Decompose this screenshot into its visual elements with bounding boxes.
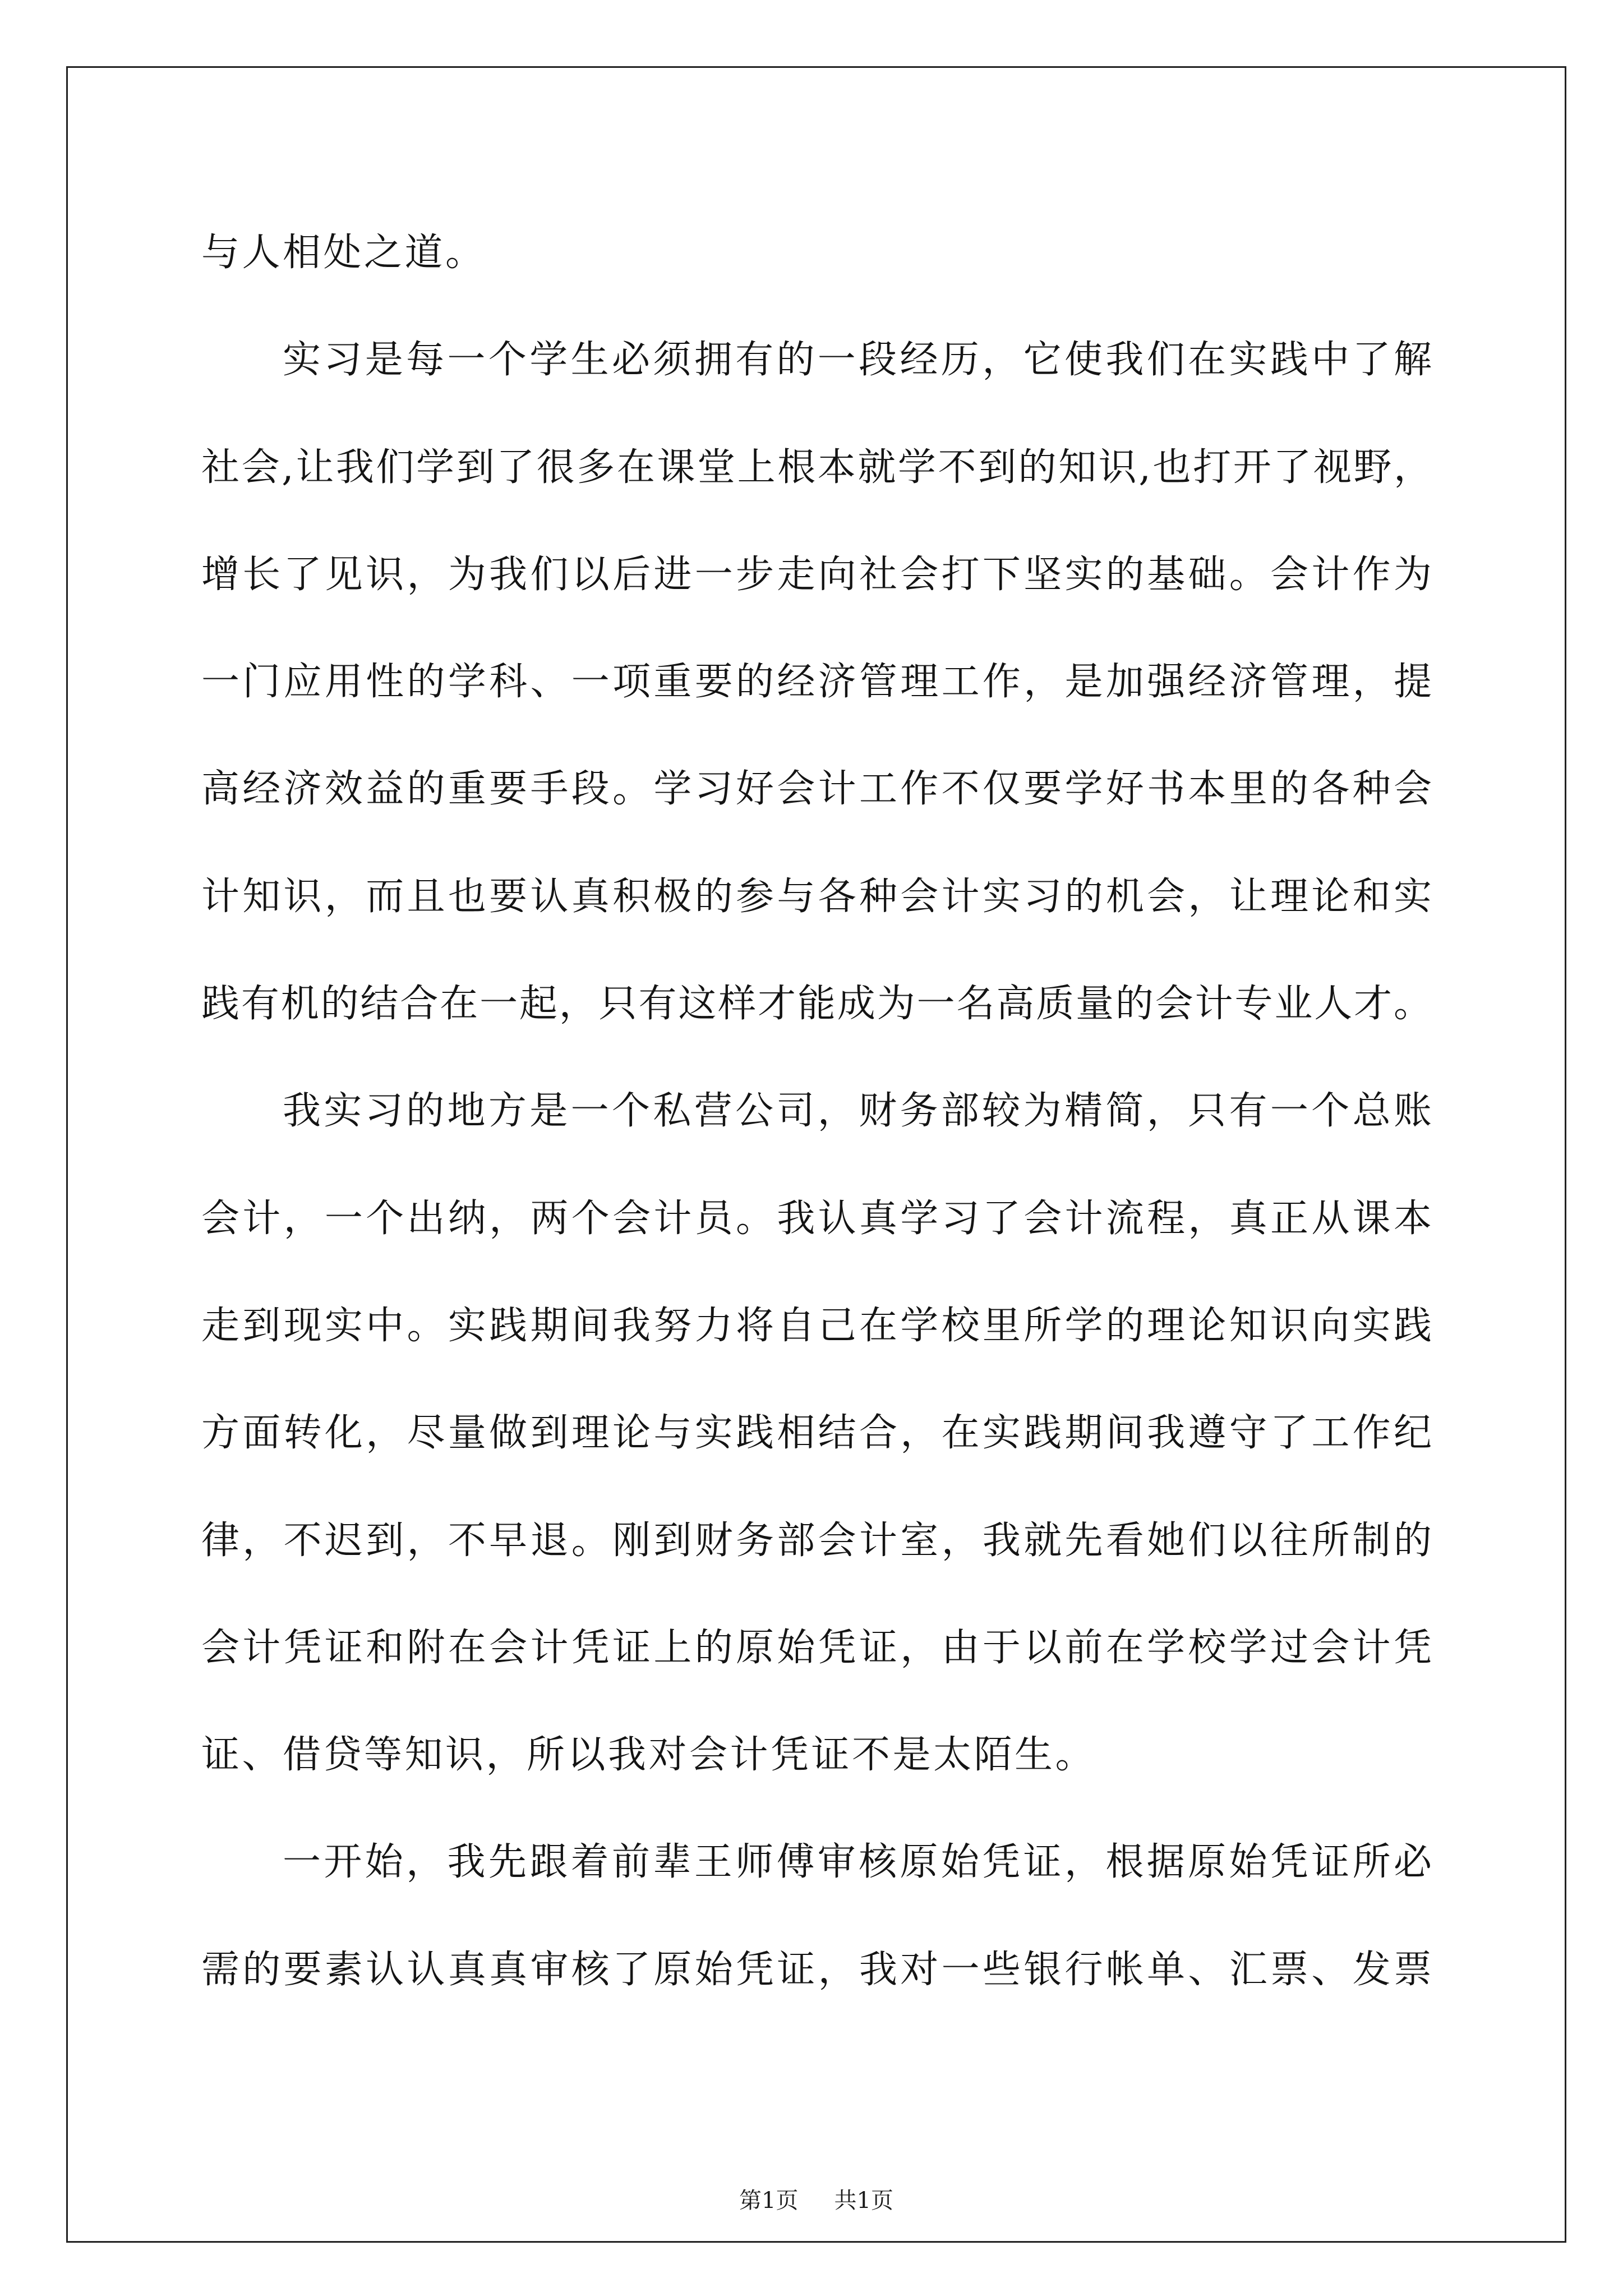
text-line: 会计，一个出纳，两个会计员。我认真学习了会计流程，真正从课本 (201, 1196, 1432, 1241)
paragraph (201, 306, 1432, 1057)
text-line: 与人相处之道。 (201, 231, 486, 275)
page-number-total: 共1页 (834, 2188, 893, 2214)
paragraph (201, 199, 1432, 306)
text-line: 会计凭证和附在会计凭证上的原始凭证，由于以前在学校学过会计凭 (201, 1625, 1432, 1670)
page-footer (66, 2185, 1566, 2216)
text-line: 一开始，我先跟着前辈王师傅审核原始凭证，根据原始凭证所必 (283, 1840, 1432, 1885)
text-line: 律，不迟到，不早退。刚到财务部会计室，我就先看她们以往所制的 (201, 1518, 1432, 1563)
text-line: 方面转化，尽量做到理论与实践相结合，在实践期间我遵守了工作纪 (201, 1411, 1432, 1456)
text-line: 践有机的结合在一起，只有这样才能成为一名高质量的会计专业人才。 (201, 982, 1432, 1027)
text-line: 计知识，而且也要认真积极的参与各种会计实习的机会，让理论和实 (201, 874, 1432, 919)
page-number-current: 第1页 (739, 2188, 799, 2214)
text-line: 一门应用性的学科、一项重要的经济管理工作，是加强经济管理，提 (201, 660, 1432, 705)
text-line: 走到现实中。实践期间我努力将自己在学校里所学的理论知识向实践 (201, 1303, 1432, 1348)
text-line: 高经济效益的重要手段。学习好会计工作不仅要学好书本里的各种会 (201, 767, 1432, 812)
text-line: 增长了见识，为我们以后进一步走向社会打下坚实的基础。会计作为 (201, 552, 1432, 597)
document-body (201, 199, 1432, 2023)
text-line: 社会,让我们学到了很多在课堂上根本就学不到的知识,也打开了视野， (201, 445, 1432, 490)
text-line: 实习是每一个学生必须拥有的一段经历，它使我们在实践中了解 (283, 338, 1432, 383)
text-line: 证、借贷等知识，所以我对会计凭证不是太陌生。 (201, 1733, 1096, 1778)
paragraph (201, 1057, 1432, 1809)
paragraph (201, 1809, 1432, 2023)
text-line: 需的要素认认真真审核了原始凭证，我对一些银行帐单、汇票、发票 (201, 1947, 1432, 1992)
text-line: 我实习的地方是一个私营公司，财务部较为精简，只有一个总账 (283, 1089, 1432, 1134)
